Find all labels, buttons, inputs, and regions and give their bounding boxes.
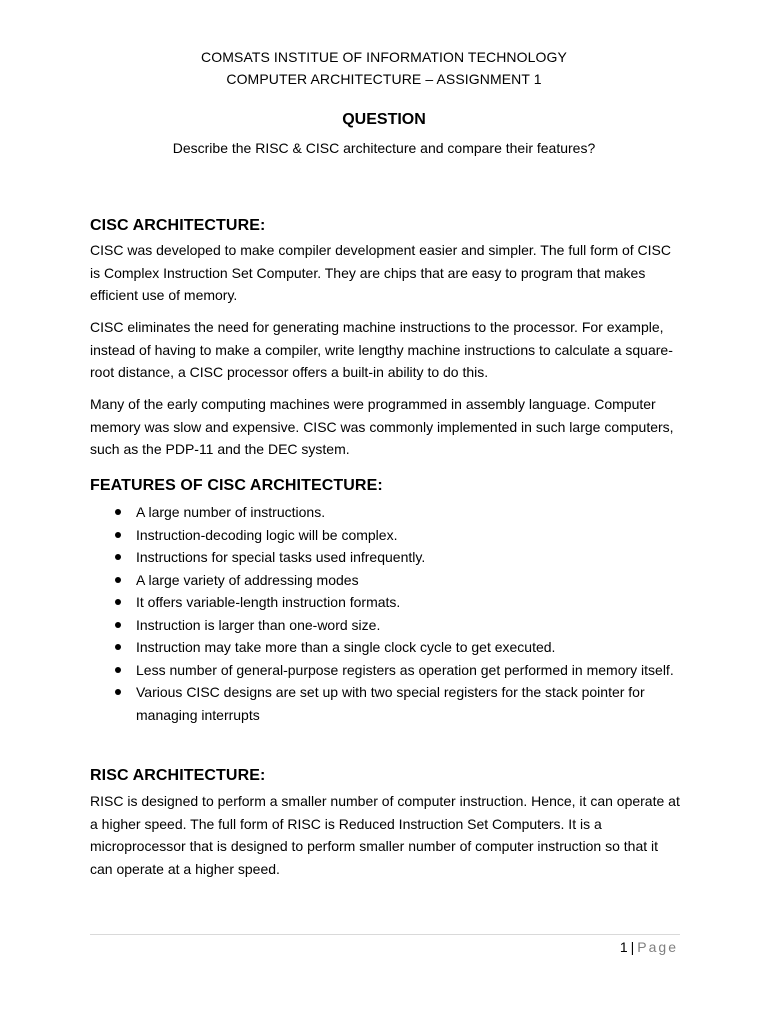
list-item-text: Various CISC designs are set up with two special registers for the stack pointer for managing interrupts [136, 684, 645, 723]
features-list [90, 501, 680, 726]
list-item [90, 659, 680, 682]
risc-heading: RISC ARCHITECTURE: [90, 767, 266, 784]
bullet-icon [115, 667, 121, 673]
bullet-icon [115, 509, 121, 515]
list-item-text: A large variety of addressing modes [136, 571, 359, 588]
question-title: QUESTION [342, 111, 426, 128]
page-label: Page [637, 939, 678, 955]
list-item-text: It offers variable-length instruction formats. [136, 594, 401, 610]
page-footer [620, 939, 678, 955]
list-item-text: Instruction is larger than one-word size. [136, 616, 381, 633]
bullet-icon [115, 554, 121, 560]
cisc-heading: CISC ARCHITECTURE: [90, 217, 266, 234]
list-item [90, 501, 680, 524]
list-item-text: Less number of general-purpose registers as operation get performed in memory itself. [136, 661, 674, 678]
list-item-text: Instruction may take more than a single clock cycle to get executed. [136, 639, 556, 655]
features-heading: FEATURES OF CISC ARCHITECTURE: [90, 477, 383, 494]
question-text: Describe the RISC & CISC architecture and compare their features? [172, 140, 596, 156]
header-institute: COMSATS INSTITUE OF INFORMATION TECHNOLOGY [201, 49, 567, 65]
bullet-icon [115, 577, 121, 583]
list-item-text: Instructions for special tasks used infrequently. [136, 549, 426, 565]
bullet-icon [115, 644, 121, 650]
footer-separator: | [630, 939, 635, 955]
cisc-paragraph-1: CISC was developed to make compiler development easier and simpler. The full form of CISC is Complex Instruction Set Computer. They are chips that are easy to program that makes efficient use of memory. [90, 242, 672, 303]
page-number: 1 [619, 939, 628, 955]
footer-divider [90, 934, 680, 935]
list-item [90, 524, 680, 547]
list-item [90, 591, 680, 614]
cisc-paragraph-3: Many of the early computing machines were programmed in assembly language. Computer memory was slow and expensive. CISC was commonly implemented in such large computers, such as the PDP-11 and the DEC system. [90, 396, 674, 457]
list-item-text: A large number of instructions. [136, 504, 326, 520]
bullet-icon [115, 689, 121, 695]
bullet-icon [115, 532, 121, 538]
header-course: COMPUTER ARCHITECTURE – ASSIGNMENT 1 [226, 71, 542, 87]
list-item-text: Instruction-decoding logic will be complex. [136, 526, 398, 543]
list-item [90, 681, 680, 726]
risc-paragraph: RISC is designed to perform a smaller number of computer instruction. Hence, it can operate at a higher speed. The full form of RISC is Reduced Instruction Set Computers. It is a microprocessor that is designed to perform smaller number of computer instruction so that it can operate at a higher speed. [90, 793, 680, 877]
list-item [90, 614, 680, 637]
list-item [90, 569, 680, 592]
bullet-icon [115, 599, 121, 605]
bullet-icon [115, 622, 121, 628]
list-item [90, 636, 680, 659]
cisc-paragraph-2: CISC eliminates the need for generating machine instructions to the processor. For example, instead of having to make a compiler, write lengthy machine instructions to calculate a square-root distance, a CISC processor offers a built-in ability to do this. [90, 319, 673, 380]
list-item [90, 546, 680, 569]
